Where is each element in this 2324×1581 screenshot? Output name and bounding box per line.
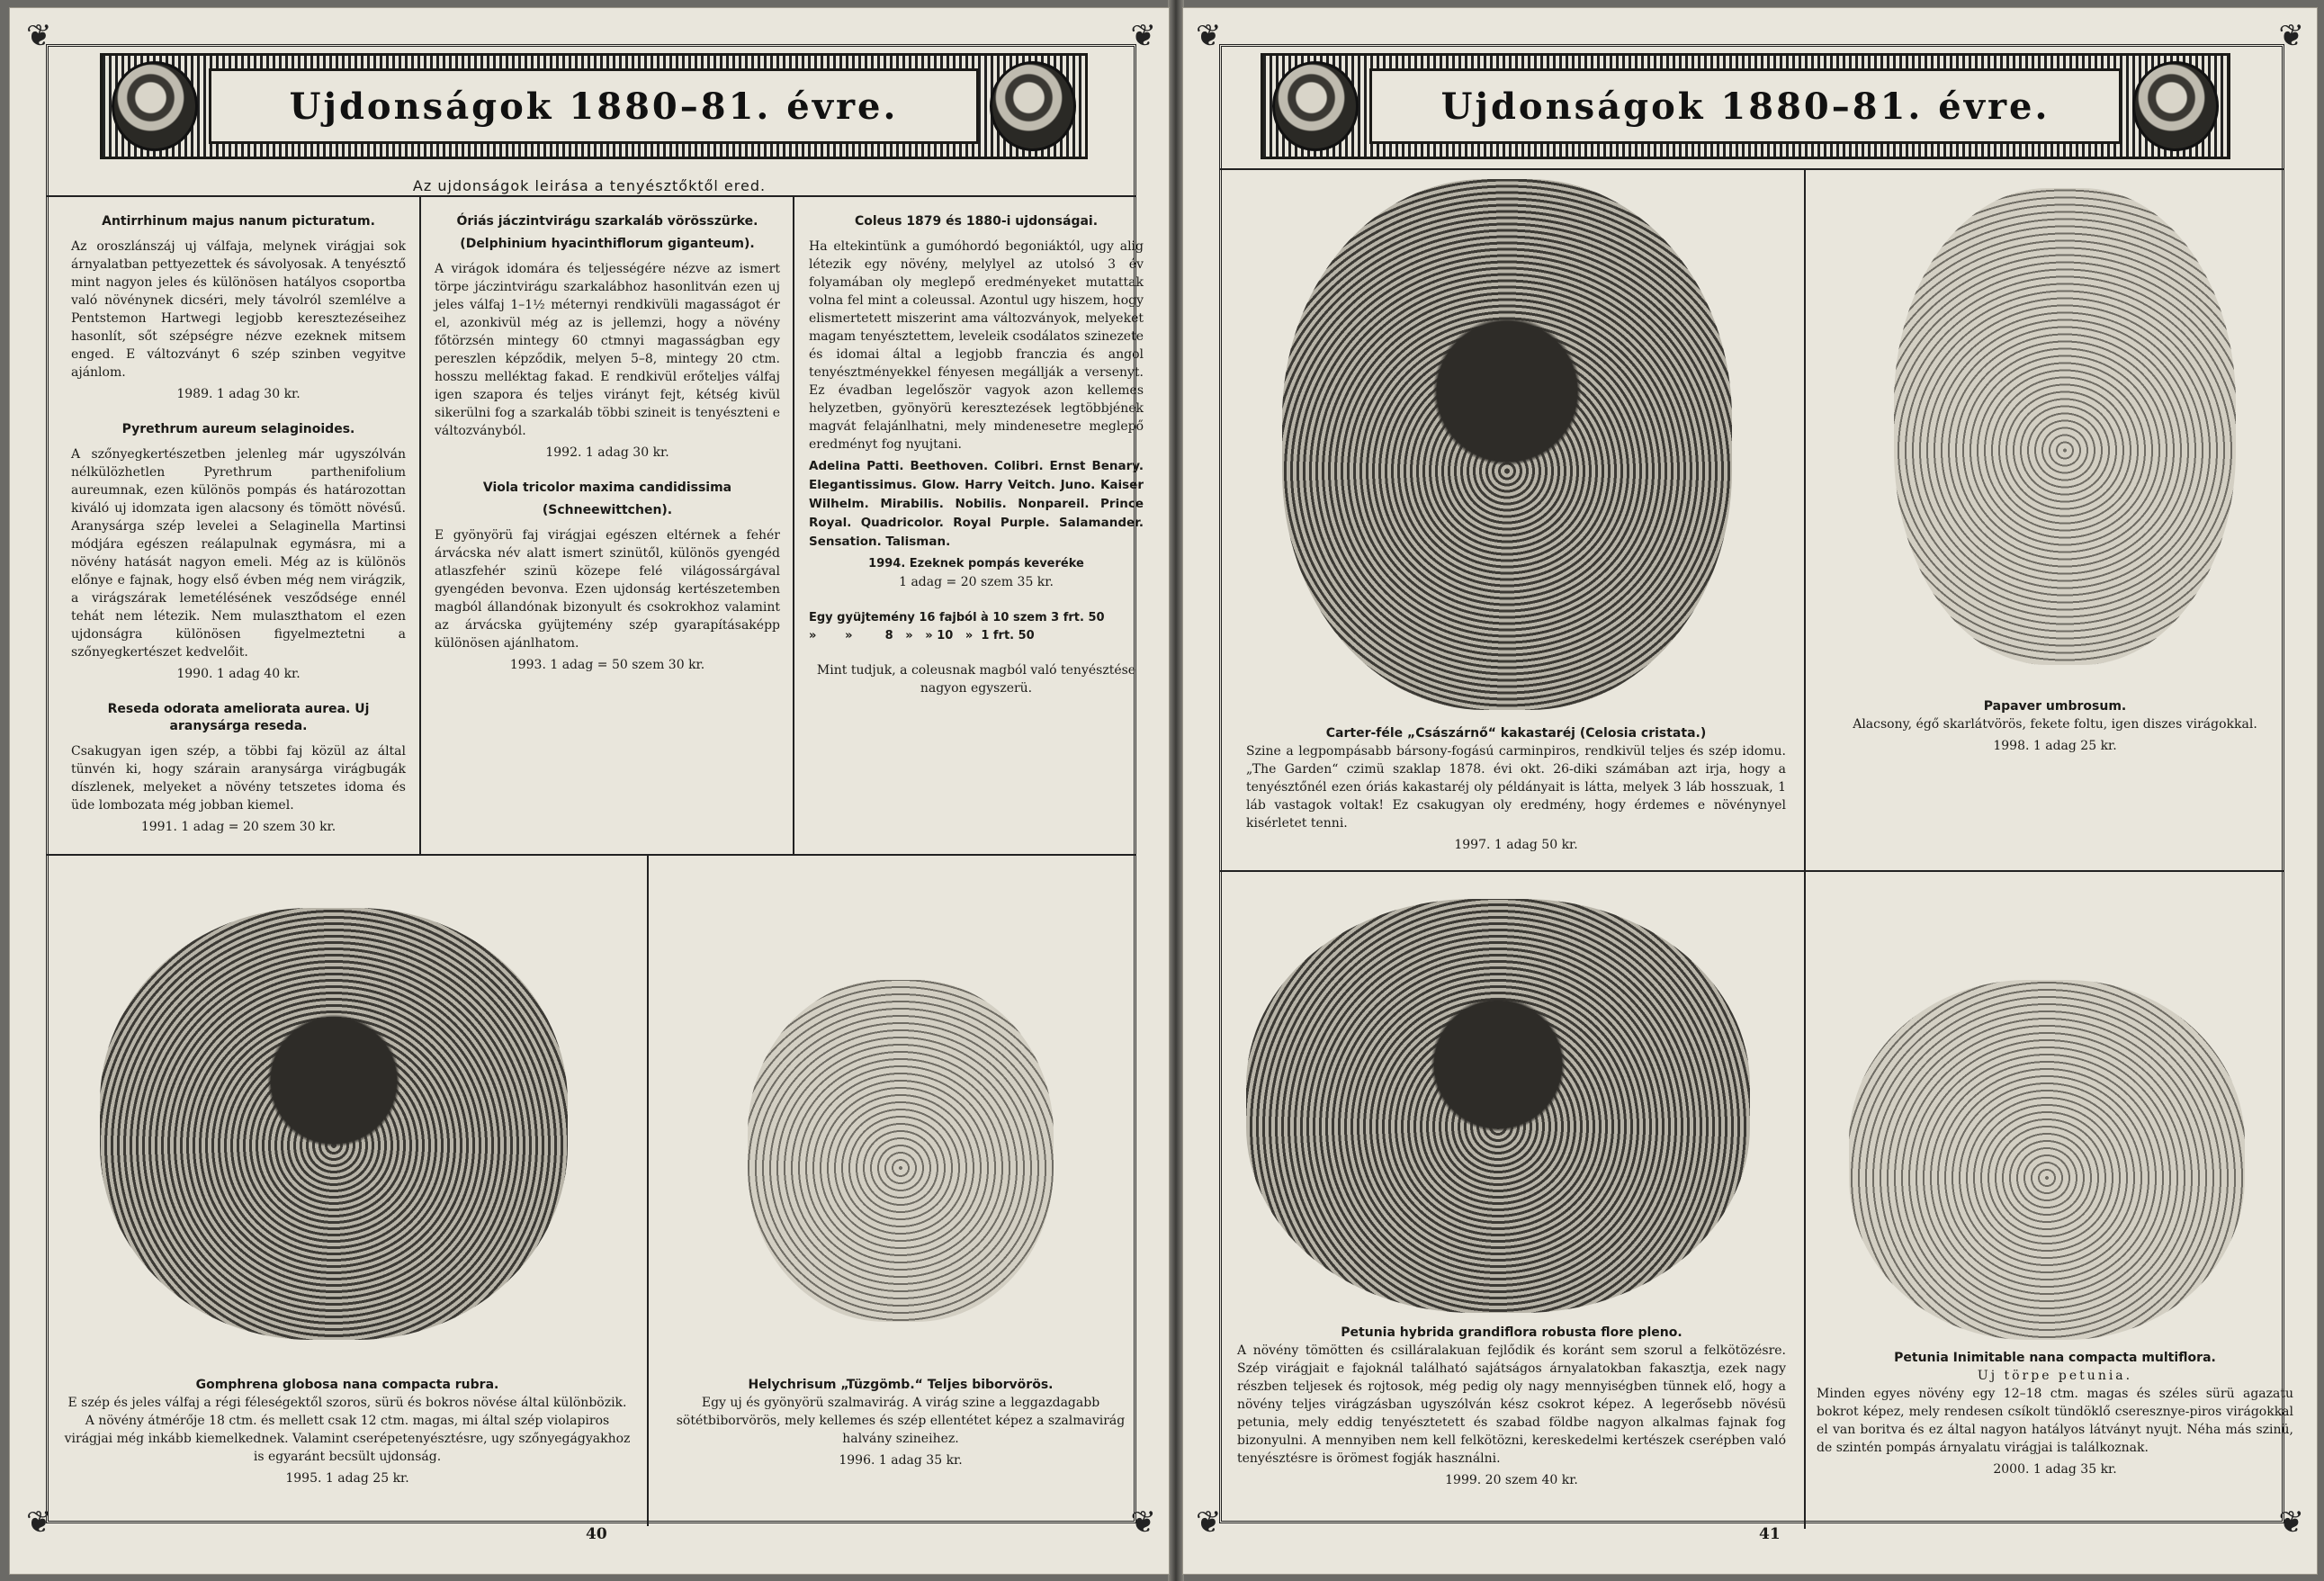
- papaver-illustration: [1894, 188, 2236, 665]
- figure-title: Carter-féle „Császárnő“ kakastaréj (Celosia cristata.): [1325, 726, 1707, 741]
- column-divider: [647, 856, 649, 1526]
- figure-text: A növény tömötten és csilláralakuan fejlődik és koránt sem szorul a felkötözésre. Szép virágjait e fajoknál található sajátságos árnyalatokban fakasztja, ezek nagy részben teljesek és rojtosok, még pedig oly nagy mennyiségben tünnek elő, hogy a növény teljes virágzásban ugyszólván kész csokrot képez. A legerősebb növésü petunia, mely eddig tenyésztetett és szabad földbe nagyon alkalmas fajnak fog bizonyulni. A mennyiben nem kell felkötözni, kereskedelmi kertészek cserépben való tenyésztésre is örömest fogják használni.: [1237, 1343, 1786, 1466]
- entry-heading: Viola tricolor maxima candidissima: [482, 481, 732, 495]
- entry-text: A virágok idomára és teljességére nézve az ismert törpe jáczintvirágu szarkalábhoz hasonlitván ezen uj jeles válfaj 1–1½ méternyi rendkivüli magasságot ér el, azonkivül még az is jellemzi, hogy a növény főtörzsén mintegy 60 ctmnyi magasságban egy pereszlen képződik, melyen 5–8, mintegy 20 ctm. hosszu melléktag fakad. E rendkivül erőteljes válfaj igen szapora és teljes virányt fejt, kétség kivül sikerülni fog a szarkaláb többi szineit is tenyészteni e változványból.: [435, 262, 780, 438]
- page-title: Ujdonságok 1880–81. évre.: [1440, 85, 2050, 128]
- entry-text: A szőnyegkertészetben jelenleg már ugyszólván nélkülözhetlen Pyrethrum parthenifolium aureumnak, ezen különös pompás és határozottan kiváló uj idomzata igen alacsony és tömött növésű. Aranysárga szép levelei a Selaginella Martinsi módjára egészen reálapulnak egymásra, mi a növény hatását nagyon emeli. Még az is különös előnye e fajnak, hogy első évben még nem virágzik, a virágszárak lemetélésének vesződsége ennél tehát nem létezik. Nem mulaszthatom el ezen ujdonságra különösen figyelmeztetni a szőnyegkertészet kedvelőit.: [71, 447, 406, 660]
- column-divider: [793, 197, 794, 854]
- column-divider: [419, 197, 421, 854]
- figure-title: Papaver umbrosum.: [1983, 699, 2127, 714]
- entry-text: Ha eltekintünk a gumóhordó begoniáktól, ugy alig létezik egy növény, melylyel az utolsó 3 év folyamában oly meglepő eredményeket mutattak volna fel mint a coleussal. Azontul ugy hiszem, hogy elismertetett miszerint ama változványok, melyeket magam tenyésztettem, leveleik csodálatos szinezete és idomai által a legjobb franczia és angol tenyésztményekkel fényesen megállják a versenyt. Ez évadban legelőször vagyok azon kellemes helyzetben, gyönyörü keresztezések legtöbbjének magvát felajánlhatni, mely mindenesetre meglepő eredményt fog nyujtani.: [809, 239, 1144, 452]
- divider: [1219, 870, 2284, 872]
- ornament-corner-icon: ❦: [1196, 1505, 1222, 1541]
- figure-caption: [1817, 697, 2293, 755]
- order-line: 1 adag = 20 szem 35 kr.: [899, 575, 1054, 589]
- ornament-corner-icon: ❦: [1130, 1505, 1156, 1541]
- order-line: 1998. 1 adag 25 kr.: [1993, 739, 2117, 753]
- header-title-box: [1369, 68, 2122, 144]
- order-line: 1993. 1 adag = 50 szem 30 kr.: [509, 658, 705, 672]
- divider: [46, 854, 1136, 856]
- figure-title: Petunia hybrida grandiflora robusta flore pleno.: [1341, 1325, 1682, 1340]
- entry-text: Mint tudjuk, a coleusnak magból való tenyésztése nagyon egyszerü.: [816, 663, 1136, 696]
- celosia-illustration: [1282, 179, 1732, 710]
- figure-title: Petunia Inimitable nana compacta multiflora.: [1894, 1351, 2216, 1365]
- page-subtitle: Az ujdonságok leirása a tenyésztőktől ered.: [412, 177, 767, 194]
- figure-text: Alacsony, égő skarlátvörös, fekete foltu, igen diszes virágokkal.: [1853, 717, 2257, 732]
- ornament-corner-icon: ❦: [2278, 18, 2304, 54]
- helychrisum-illustration: [748, 980, 1054, 1322]
- entry-heading: Coleus 1879 és 1880-i ujdonságai.: [854, 214, 1099, 229]
- collection-row: Egy gyüjtemény 16 fajból à 10 szem 3 frt. 50: [809, 611, 1105, 624]
- text-column-2: [435, 208, 780, 692]
- order-line: 1989. 1 adag 30 kr.: [176, 387, 301, 401]
- ornament-corner-icon: ❦: [1196, 18, 1222, 54]
- figure-text: Egy uj és gyönyörü szalmavirág. A virág szine a leggazdagabb sötétbiborvörös, mely kellemes és szép ellentétet képez a szalmavirág halvány szineihez.: [676, 1396, 1126, 1446]
- order-line: 2000. 1 adag 35 kr.: [1993, 1462, 2117, 1477]
- portrait-medallion-icon: [112, 61, 198, 151]
- figure-title: Helychrisum „Tüzgömb.“ Teljes biborvörös.: [748, 1378, 1054, 1392]
- order-line: 1997. 1 adag 50 kr.: [1454, 838, 1578, 852]
- header-banner: [1261, 53, 2230, 159]
- entry-heading: Reseda odorata ameliorata aurea. Uj aranysárga reseda.: [107, 702, 370, 733]
- figure-caption: [667, 1376, 1135, 1469]
- figure-caption: [1817, 1349, 2293, 1478]
- right-page: [1182, 7, 2318, 1575]
- left-page: [9, 7, 1170, 1575]
- variety-list: Adelina Patti. Beethoven. Colibri. Ernst Benary. Elegantissimus. Glow. Harry Veitch. Juno. Kaiser Wilhelm. Mirabilis. Nobilis. Nonpareil. Prince Royal. Quadricolor. Royal Purple. Salamander. Sensation. Talisman.: [809, 459, 1144, 549]
- figure-caption: [1237, 1324, 1786, 1489]
- entry-text: Csakugyan igen szép, a többi faj közül az által tünvén ki, hogy szárain aranysárga virágbugák díszlenek, melyeket a növény tetszetes idoma és üde lombozata még jobban kiemel.: [71, 744, 406, 813]
- text-column-3: [809, 208, 1144, 701]
- collection-row: » » 8 » » 10 » 1 frt. 50: [809, 629, 1035, 642]
- order-line: 1999. 20 szem 40 kr.: [1445, 1473, 1578, 1487]
- ornament-corner-icon: ❦: [1130, 18, 1156, 54]
- figure-text: E szép és jeles válfaj a régi féleségektől szoros, sürü és bokros növése által különbözik. A növény átmérője 18 ctm. és mellett csak 12 ctm. magas, mi által szép violapiros virágjai még inkább kiemelkednek. Valamint cserépetenyésztésre, ugy szőnyegágyakhoz is egyaránt becsült ujdonság.: [64, 1396, 631, 1464]
- figure-text: Szine a legpompásabb bársony-fogású carminpiros, rendkivül teljes és szép idomu. „The Garden“ czimü szaklap 1878. évi okt. 26-diki számában azt irja, hogy a tenyésztőnél ezen óriás kakastaréj oly példányait is látta, melyek 3 láb hosszuak, 1 láb vastagok voltak! Ez csakugyan oly eredmény, hogy érdemes e növénynyel kisérletet tenni.: [1246, 744, 1786, 831]
- portrait-medallion-icon: [1272, 61, 1359, 151]
- entry-heading: Óriás jáczintvirágu szarkaláb vörösszürke.: [456, 214, 758, 229]
- text-column-1: [71, 208, 406, 854]
- header-title-box: [209, 68, 979, 144]
- page-number: 41: [1759, 1525, 1781, 1543]
- portrait-medallion-icon: [2132, 61, 2219, 151]
- ornament-corner-icon: ❦: [2278, 1505, 2304, 1541]
- figure-text: Minden egyes növény egy 12–18 ctm. magas és széles sürü agazatu bokrot képez, mely rendesen csíkolt tündöklő cseresznye-piros virágokkal el van boritva és ez által nagyon hatályos látványt nyujt. Néha más szinü, de szintén pompás árnyalatu virágjai is találkoznak.: [1817, 1387, 2293, 1455]
- entry-text: Az oroszlánszáj uj válfaja, melynek virágjai sok árnyalatban pettyezettek és sávolyosak. A tenyésztő mint nagyon jeles és különösen hatályos csoportba való növénynek dicséri, mely távolról szemlélve a Pentstemon Hartwegi legjobb keresztezéseihez hasonlít, sőt szépségre nézve ezeknek mitsem enged. E változványt 6 szép szinben vegyitve ajánlom.: [71, 239, 406, 380]
- figure-caption: [1246, 724, 1786, 854]
- order-line: 1996. 1 adag 35 kr.: [839, 1453, 963, 1468]
- column-divider: [1804, 170, 1806, 1529]
- order-line: 1990. 1 adag 40 kr.: [176, 667, 301, 681]
- page-number: 40: [586, 1525, 607, 1543]
- petunia-inimitable-illustration: [1849, 980, 2245, 1340]
- ornament-corner-icon: ❦: [26, 18, 52, 54]
- header-banner: [100, 53, 1088, 159]
- page-title: Ujdonságok 1880–81. évre.: [289, 85, 899, 128]
- figure-title: Gomphrena globosa nana compacta rubra.: [195, 1378, 499, 1392]
- divider: [46, 195, 1136, 197]
- order-line: 1995. 1 adag 25 kr.: [285, 1471, 409, 1486]
- figure-subtitle: Uj törpe petunia.: [1977, 1369, 2133, 1383]
- ornament-corner-icon: ❦: [26, 1505, 52, 1541]
- figure-caption: [64, 1376, 631, 1487]
- entry-heading-latin: (Schneewittchen).: [542, 503, 673, 517]
- entry-text: E gyönyörü faj virágjai egészen eltérnek a fehér árvácska név alatt ismert szinütől, különös gyengéd atlaszfehér szinü közepe felé világossárgával gyengéden bevonva. Ezen ujdonság kertészetemben magból állandónak bizonyult és csokrokhoz valamint az árvácska gyüjtemény szép gyarapításaképp különösen ajánlhatom.: [435, 528, 780, 651]
- divider: [1219, 168, 2284, 170]
- entry-heading-latin: (Delphinium hyacinthiflorum giganteum).: [460, 237, 755, 251]
- portrait-medallion-icon: [990, 61, 1076, 151]
- order-line: 1992. 1 adag 30 kr.: [545, 445, 669, 460]
- petunia-pleno-illustration: [1246, 899, 1750, 1313]
- gomphrena-illustration: [100, 908, 568, 1340]
- entry-heading: Pyrethrum aureum selaginoides.: [121, 422, 355, 436]
- order-line: 1994. Ezeknek pompás keveréke: [868, 557, 1084, 570]
- entry-heading: Antirrhinum majus nanum picturatum.: [102, 214, 375, 229]
- order-line: 1991. 1 adag = 20 szem 30 kr.: [140, 820, 336, 834]
